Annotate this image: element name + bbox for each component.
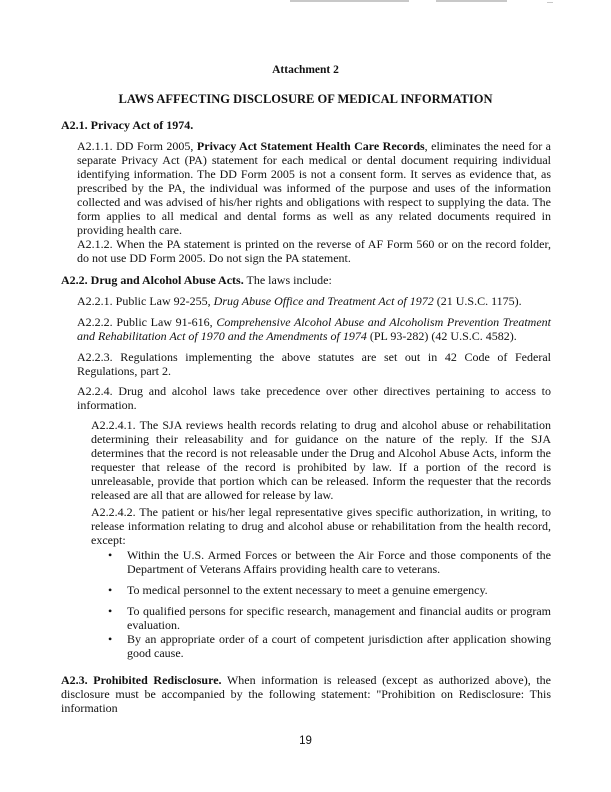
paragraph-a224: A2.2.4. Drug and alcohol laws take precedence over other directives pertaining to access to information. <box>77 384 551 412</box>
section-a23: A2.3. Prohibited Redisclosure. When information is released (except as authorized above), the disclosure must be accompanied by the following statement: "Prohibition on Redisclosure: This information <box>61 673 552 715</box>
scan-artifact-line <box>547 2 553 3</box>
bullet-icon: • <box>108 604 113 618</box>
list-item: To qualified persons for specific research, management and financial audits or program evaluation. <box>127 604 551 632</box>
page-title: LAWS AFFECTING DISCLOSURE OF MEDICAL INFORMATION <box>118 92 493 106</box>
page-number: 19 <box>299 735 312 747</box>
paragraph-a2241: A2.2.4.1. The SJA reviews health records relating to drug and alcohol abuse or rehabilitation determining their releasability and for guidance on the nature of the reply. If the SJA determines that the record is not releasable under the Drug and Alcohol Abuse Acts, inform the requester that release of the record is prohibited by law. If a portion of the record is unreleasable, provide that portion which can be released. Inform the requester that the records released are all that are allowed for release by law. <box>91 418 551 502</box>
paragraph-a223: A2.2.3. Regulations implementing the above statutes are set out in 42 Code of Federal Regulations, part 2. <box>77 350 551 378</box>
bullet-icon: • <box>108 548 113 562</box>
paragraph-a212: A2.1.2. When the PA statement is printed on the reverse of AF Form 560 or on the record folder, do not use DD Form 2005. Do not sign the PA statement. <box>77 237 551 265</box>
list-item: To medical personnel to the extent necessary to meet a genuine emergency. <box>127 583 488 597</box>
attachment-label: Attachment 2 <box>272 64 339 76</box>
bullet-icon: • <box>108 583 113 597</box>
paragraph-a221: A2.2.1. Public Law 92-255, Drug Abuse Office and Treatment Act of 1972 (21 U.S.C. 1175). <box>77 294 522 308</box>
paragraph-a211: A2.1.1. DD Form 2005, Privacy Act Statement Health Care Records, eliminates the need for a separate Privacy Act (PA) statement for each medical or dental document requiring individual identifying information. The DD Form 2005 is not a consent form. It serves as evidence that, as prescribed by the PA, the individual was informed of the purpose and uses of the information collected and was advised of his/her rights and obligations with respect to supplying the data. The form applies to all medical and dental forms as well as any related documents required in providing health care. <box>77 139 551 237</box>
section-heading-a21: A2.1. Privacy Act of 1974. <box>61 118 194 132</box>
section-heading-a22: A2.2. Drug and Alcohol Abuse Acts. The laws include: <box>61 273 332 287</box>
scan-artifact-line <box>436 0 507 2</box>
paragraph-a2242: A2.2.4.2. The patient or his/her legal representative gives specific authorization, in writing, to release information relating to drug and alcohol abuse or rehabilitation from the health record, except: <box>91 505 551 547</box>
scan-artifact-line <box>290 0 409 2</box>
list-item: By an appropriate order of a court of competent jurisdiction after application showing good cause. <box>127 632 551 660</box>
list-item: Within the U.S. Armed Forces or between the Air Force and those components of the Department of Veterans Affairs providing health care to veterans. <box>127 548 551 576</box>
paragraph-a222: A2.2.2. Public Law 91-616, Comprehensive Alcohol Abuse and Alcoholism Prevention Treatment and Rehabilitation Act of 1970 and the Amendments of 1974 (PL 93-282) (42 U.S.C. 4582). <box>77 315 551 343</box>
bullet-icon: • <box>108 632 113 646</box>
